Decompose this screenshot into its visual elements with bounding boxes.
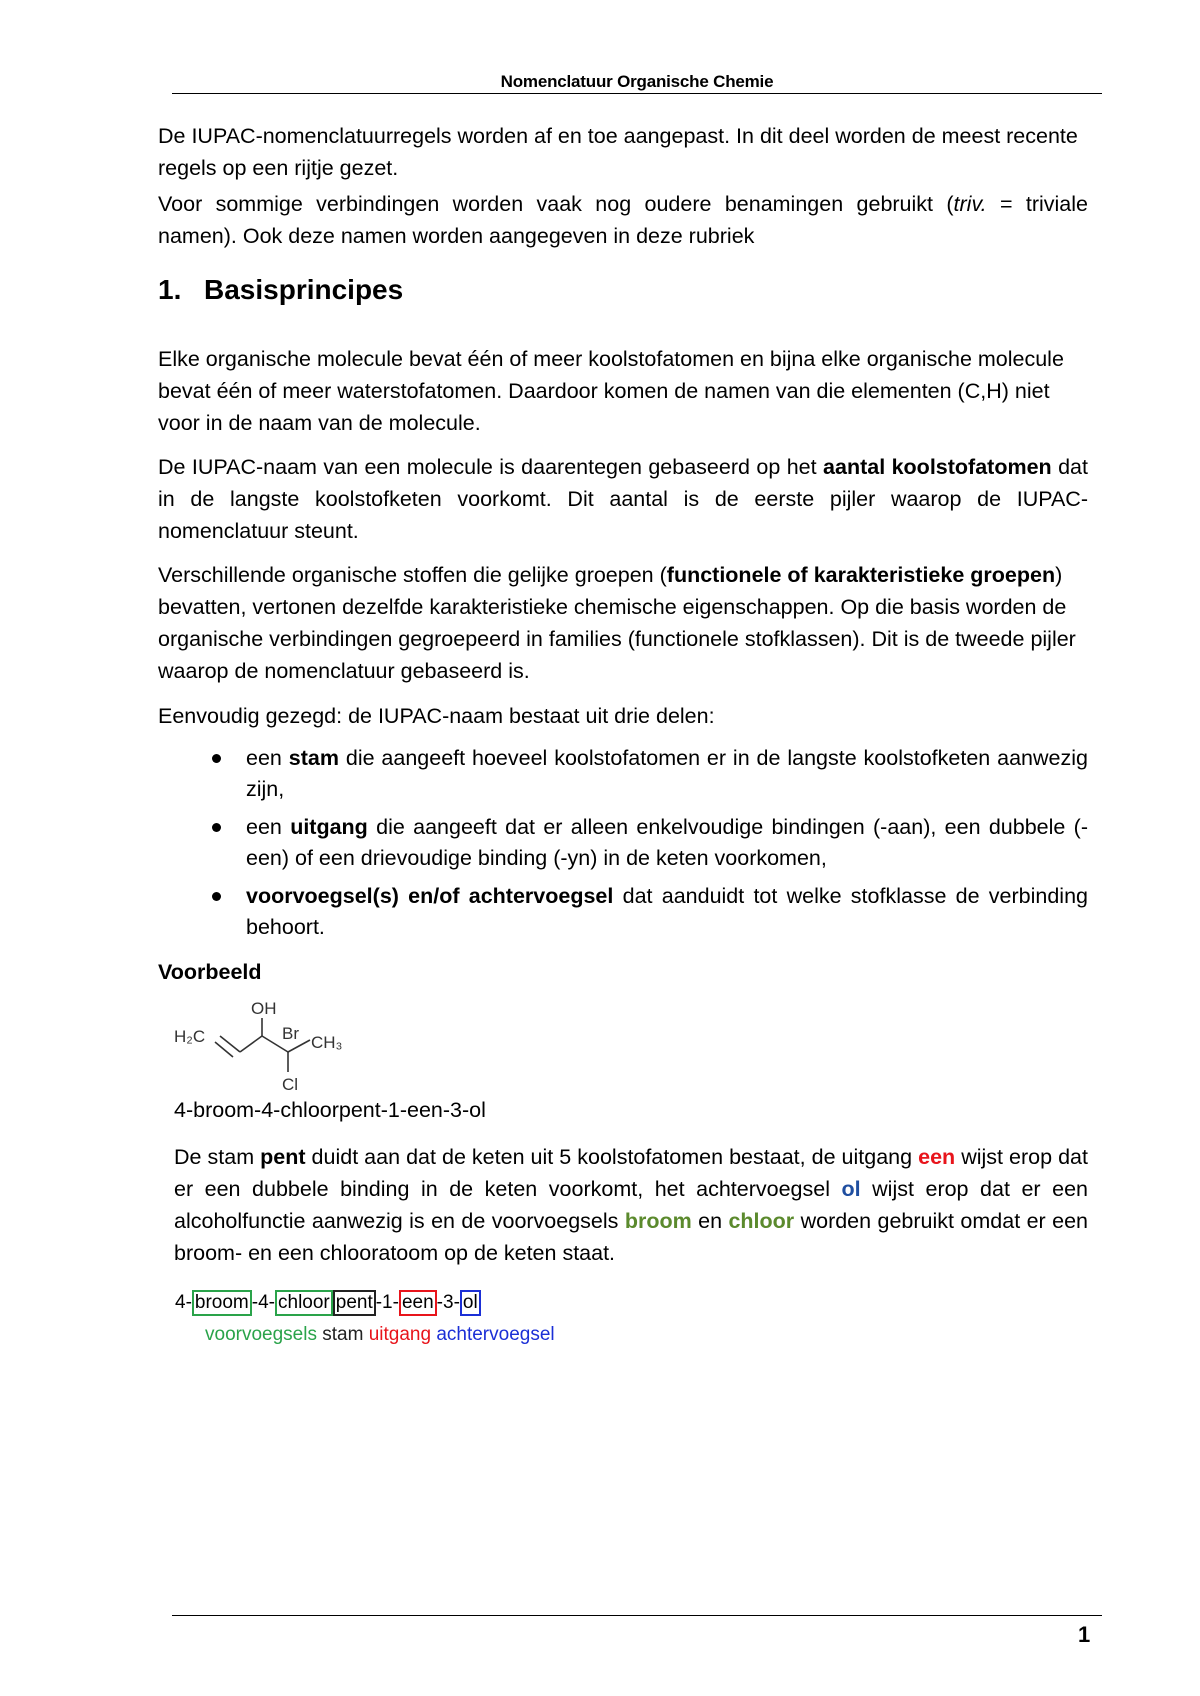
part-suffix: ol xyxy=(460,1290,481,1316)
explain-text: worden gebruikt omdat er een broom- en een chlooratoom op de keten staat. xyxy=(174,1209,1088,1265)
explain-stem: pent xyxy=(260,1145,306,1169)
part-locant: -4- xyxy=(251,1292,275,1313)
paragraph-iupac-name xyxy=(158,451,1088,547)
explain-suffix: ol xyxy=(841,1177,861,1201)
intro-p2-italic: triv. xyxy=(953,192,987,216)
diagram-legend xyxy=(205,1324,555,1346)
legend-stem: stam xyxy=(322,1324,364,1345)
paragraph-elements: Elke organische molecule bevat één of meer koolstofatomen en bijna elke organische molecule bevat één of meer waterstofatomen. Daardoor komen de namen van die elementen (C,H) niet voor in de naam van de molecule. xyxy=(158,347,1064,435)
name-parts-diagram xyxy=(175,1290,555,1345)
page-number: 1 xyxy=(1078,1622,1091,1647)
paragraph-functional-groups xyxy=(158,559,1088,687)
legend-suffix: achtervoegsel xyxy=(436,1324,555,1345)
part-locant: -3- xyxy=(436,1292,460,1313)
part-locant: 4- xyxy=(175,1292,192,1313)
label-h2c: H₂C xyxy=(174,1027,206,1046)
header-title: Nomenclatuur Organische Chemie xyxy=(500,72,774,91)
bullet-text-a: een xyxy=(246,746,289,770)
list-item xyxy=(158,812,1088,874)
legend-ending: uitgang xyxy=(368,1324,432,1345)
bullet-bold: voorvoegsel(s) en/of achtervoegsel xyxy=(246,884,614,908)
part-ending: een xyxy=(399,1290,437,1316)
p4-text-a: De IUPAC-naam van een molecule is daarentegen gebaseerd op het xyxy=(158,455,824,479)
part-stem: pent xyxy=(333,1290,376,1316)
intro-p2-text-a: Voor sommige verbindingen worden vaak nog oudere benamingen gebruikt ( xyxy=(158,192,954,216)
bullet-list xyxy=(158,743,1088,950)
bond-line xyxy=(240,1036,262,1052)
explain-text: wijst erop dat er een dubbele binding in de keten voorkomt, het achtervoegsel xyxy=(174,1145,1088,1201)
paragraph-three-parts: Eenvoudig gezegd: de IUPAC-naam bestaat uit drie delen: xyxy=(158,704,715,728)
name-parts-row xyxy=(175,1290,481,1320)
footer-rule xyxy=(172,1615,1102,1616)
section-number: 1. xyxy=(158,274,182,305)
explain-text: duidt aan dat de keten uit 5 koolstofatomen bestaat, de uitgang xyxy=(305,1145,919,1169)
explain-text: wijst erop dat er een alcoholfunctie aanwezig is en de voorvoegsels xyxy=(174,1177,1088,1233)
label-oh: OH xyxy=(251,999,277,1018)
explain-text: en xyxy=(691,1209,729,1233)
intro-p2-text-b: = triviale namen). Ook deze namen worden aangegeven in deze rubriek xyxy=(158,192,1088,248)
bullet-text-b: dat aanduidt tot welke stofklasse de verbinding behoort. xyxy=(246,884,1088,939)
explain-prefix-broom: broom xyxy=(624,1209,692,1233)
intro-paragraph-1: De IUPAC-nomenclatuurregels worden af en toe aangepast. In dit deel worden de meest recente regels op een rijtje gezet. xyxy=(158,124,1078,180)
p5-text-a: Verschillende organische stoffen die gelijke groepen ( xyxy=(158,563,667,587)
explain-ending: een xyxy=(918,1145,956,1169)
bullet-text-a: een xyxy=(246,815,291,839)
example-compound-name: 4-broom-4-chloorpent-1-een-3-ol xyxy=(174,1098,486,1122)
section-heading xyxy=(158,274,403,306)
bullet-icon xyxy=(212,892,221,901)
label-cl: Cl xyxy=(282,1075,299,1094)
p4-text-b: dat in de langste koolstofketen voorkomt. Dit aantal is de eerste pijler waarop de IUPAC-nomenclatuur steunt. xyxy=(158,455,1088,543)
explain-text: De stam xyxy=(174,1145,261,1169)
explain-prefix-chloor: chloor xyxy=(728,1209,795,1233)
p4-bold: aantal koolstofatomen xyxy=(823,455,1052,479)
part-prefix-broom: broom xyxy=(192,1290,252,1316)
bullet-text-b: die aangeeft dat er alleen enkelvoudige bindingen (-aan), een dubbele (-een) of een drievoudige binding (-yn) in de keten voorkomen, xyxy=(246,815,1088,870)
p5-text-b: ) bevatten, vertonen dezelfde karakteristieke chemische eigenschappen. Op die basis worden de organische verbindingen gegroepeerd in families (functionele stofklassen). Dit is de tweede pijler waarop de nomenclatuur gebaseerd is. xyxy=(158,563,1076,683)
list-item xyxy=(158,881,1088,943)
bullet-text-b: die aangeeft hoeveel koolstofatomen er in de langste koolstofketen aanwezig zijn, xyxy=(246,746,1088,801)
list-item xyxy=(158,743,1088,805)
bullet-icon xyxy=(212,754,221,763)
header-rule xyxy=(172,93,1102,94)
legend-prefixes: voorvoegsels xyxy=(205,1324,317,1345)
bullet-bold: uitgang xyxy=(290,815,368,839)
section-title: Basisprincipes xyxy=(204,274,404,305)
example-explanation xyxy=(174,1141,1088,1269)
part-prefix-chloor: chloor xyxy=(275,1290,333,1316)
bullet-icon xyxy=(212,823,221,832)
intro-paragraph-2 xyxy=(158,188,1088,252)
label-ch3: CH₃ xyxy=(311,1033,343,1052)
bullet-bold: stam xyxy=(288,746,339,770)
label-br: Br xyxy=(282,1024,299,1043)
p5-bold: functionele of karakteristieke groepen xyxy=(666,563,1056,587)
molecule-structure-diagram xyxy=(170,996,380,1094)
example-heading: Voorbeeld xyxy=(158,960,262,984)
part-locant: -1- xyxy=(375,1292,399,1313)
